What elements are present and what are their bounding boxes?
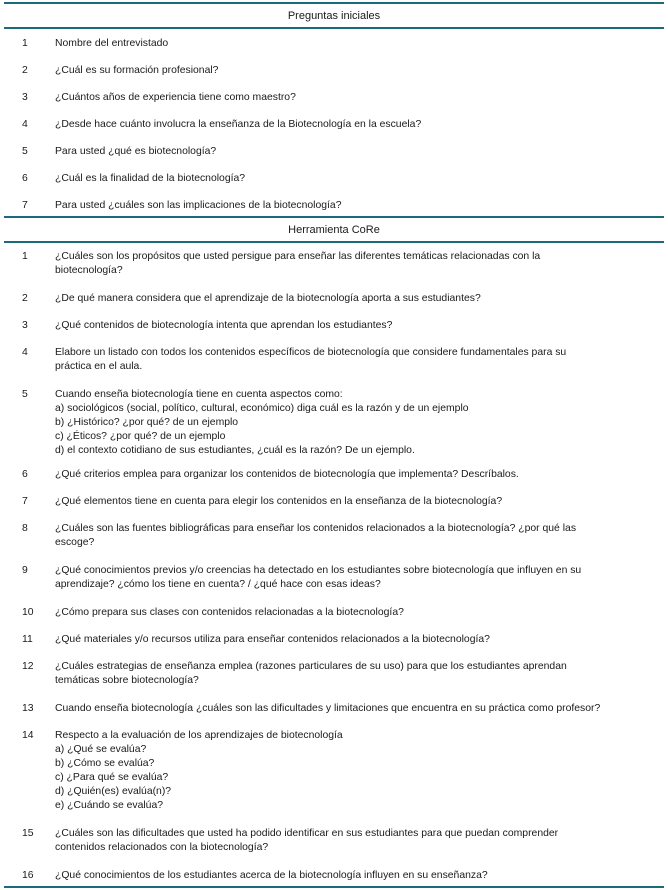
question-number: 14 <box>22 730 34 741</box>
question-line: ¿Cuáles estrategias de enseñanza emplea (razones particulares de su uso) para que los estudiantes aprendan <box>55 661 567 672</box>
question-number: 10 <box>22 607 34 618</box>
question-text <box>55 564 655 592</box>
question-number: 6 <box>22 173 28 184</box>
question-number: 1 <box>22 251 28 262</box>
question-line: e) ¿Cuándo se evalúa? <box>55 800 164 811</box>
question-line: Cuando enseña biotecnología ¿cuáles son las dificultades y limitaciones que encuentra en su práctica como profesor? <box>55 703 601 714</box>
question-line: a) ¿Qué se evalúa? <box>55 744 147 755</box>
question-number: 7 <box>22 496 28 507</box>
question-line: ¿Cuáles son los propósitos que usted persigue para enseñar las diferentes temáticas relacionadas con la <box>55 251 541 262</box>
question-line: Elabore un listado con todos los contenidos específicos de biotecnología que considere fundamentales para su <box>55 347 567 358</box>
question-line: ¿Qué conocimientos de los estudiantes acerca de la biotecnología influyen en su enseñanza? <box>55 870 488 881</box>
question-number: 7 <box>22 200 28 211</box>
question-line: Respecto a la evaluación de los aprendizajes de biotecnología <box>55 730 343 741</box>
question-line: a) sociológicos (social, político, cultural, económico) diga cuál es la razón y de un ejemplo <box>55 403 469 414</box>
question-text <box>55 388 655 458</box>
section-header-rule <box>4 241 664 243</box>
question-text <box>55 606 655 620</box>
question-number: 3 <box>22 320 28 331</box>
question-line: b) ¿Histórico? ¿por qué? de un ejemplo <box>55 417 239 428</box>
question-line: c) ¿Para qué se evalúa? <box>55 772 169 783</box>
question-line: ¿Qué elementos tiene en cuenta para elegir los contenidos en la enseñanza de la biotecnología? <box>55 496 503 507</box>
question-number: 4 <box>22 347 28 358</box>
question-text <box>55 495 655 509</box>
question-number: 11 <box>22 634 33 645</box>
question-number: 2 <box>22 65 28 76</box>
question-line: ¿Cuál es la finalidad de la biotecnología? <box>55 173 246 184</box>
section-header-rule <box>4 27 664 29</box>
question-number: 13 <box>22 703 34 714</box>
question-number: 5 <box>22 389 28 400</box>
question-text <box>55 729 655 813</box>
question-number: 15 <box>22 828 34 839</box>
question-line: práctica en el aula. <box>55 361 143 372</box>
question-number: 5 <box>22 146 28 157</box>
question-text <box>55 145 655 159</box>
question-text <box>55 827 655 855</box>
question-line: d) ¿Quién(es) evalúa(n)? <box>55 786 172 797</box>
question-line: ¿Cuáles son las fuentes bibliográficas para enseñar los contenidos relacionados a la biotecnología? ¿por qué las <box>55 523 577 534</box>
question-line: Nombre del entrevistado <box>55 38 169 49</box>
question-text <box>55 660 655 688</box>
question-number: 3 <box>22 92 28 103</box>
question-text <box>55 346 655 374</box>
question-line: ¿Cuántos años de experiencia tiene como maestro? <box>55 92 296 103</box>
question-text <box>55 319 655 333</box>
question-text <box>55 522 655 550</box>
question-number: 4 <box>22 119 28 130</box>
question-line: ¿De qué manera considera que el aprendizaje de la biotecnología aporta a sus estudiantes? <box>55 293 481 304</box>
question-line: Para usted ¿qué es biotecnología? <box>55 146 217 157</box>
question-text <box>55 91 655 105</box>
section-divider-rule <box>4 216 664 218</box>
question-number: 8 <box>22 523 28 534</box>
question-text <box>55 199 655 213</box>
question-line: Para usted ¿cuáles son las implicaciones de la biotecnología? <box>55 200 342 211</box>
question-number: 2 <box>22 293 28 304</box>
question-text <box>55 64 655 78</box>
question-text <box>55 702 655 716</box>
question-line: aprendizaje? ¿cómo los tiene en cuenta? / ¿qué hace con esas ideas? <box>55 579 381 590</box>
question-text <box>55 172 655 186</box>
question-line: contenidos relacionados con la biotecnología? <box>55 842 269 853</box>
question-line: escoge? <box>55 537 95 548</box>
section-title-preguntas-iniciales: Preguntas iniciales <box>287 10 381 22</box>
question-line: biotecnología? <box>55 265 123 276</box>
question-number: 9 <box>22 565 28 576</box>
question-line: ¿Cómo prepara sus clases con contenidos relacionadas a la biotecnología? <box>55 607 404 618</box>
question-line: Cuando enseña biotecnología tiene en cuenta aspectos como: <box>55 389 343 400</box>
question-text <box>55 468 655 482</box>
question-text <box>55 292 655 306</box>
question-line: ¿Cuáles son las dificultades que usted ha podido identificar en sus estudiantes para que puedan comprender <box>55 828 559 839</box>
question-line: ¿Desde hace cuánto involucra la enseñanza de la Biotecnología en la escuela? <box>55 119 422 130</box>
question-text <box>55 118 655 132</box>
question-line: b) ¿Cómo se evalúa? <box>55 758 155 769</box>
question-number: 6 <box>22 469 28 480</box>
question-number: 1 <box>22 38 28 49</box>
section-title-herramienta-core: Herramienta CoRe <box>288 224 380 236</box>
question-line: ¿Qué contenidos de biotecnología intenta que aprendan los estudiantes? <box>55 320 393 331</box>
table-top-rule <box>4 2 664 4</box>
question-text <box>55 869 655 883</box>
question-number: 16 <box>22 870 34 881</box>
question-line: ¿Cuál es su formación profesional? <box>55 65 219 76</box>
question-line: d) el contexto cotidiano de sus estudiantes, ¿cuál es la razón? De un ejemplo. <box>55 445 415 456</box>
question-line: c) ¿Éticos? ¿por qué? de un ejemplo <box>55 431 226 442</box>
question-line: ¿Qué criterios emplea para organizar los contenidos de biotecnología que implementa? Descríbalos. <box>55 469 519 480</box>
question-line: ¿Qué materiales y/o recursos utiliza para enseñar contenidos relacionados a la biotecnología? <box>55 634 490 645</box>
question-text <box>55 250 655 278</box>
question-line: ¿Qué conocimientos previos y/o creencias ha detectado en los estudiantes sobre biotecnología que influyen en su <box>55 565 582 576</box>
question-text <box>55 37 655 51</box>
question-number: 12 <box>22 661 34 672</box>
question-text <box>55 633 655 647</box>
question-line: temáticas sobre biotecnología? <box>55 675 199 686</box>
table-bottom-rule <box>4 886 664 888</box>
